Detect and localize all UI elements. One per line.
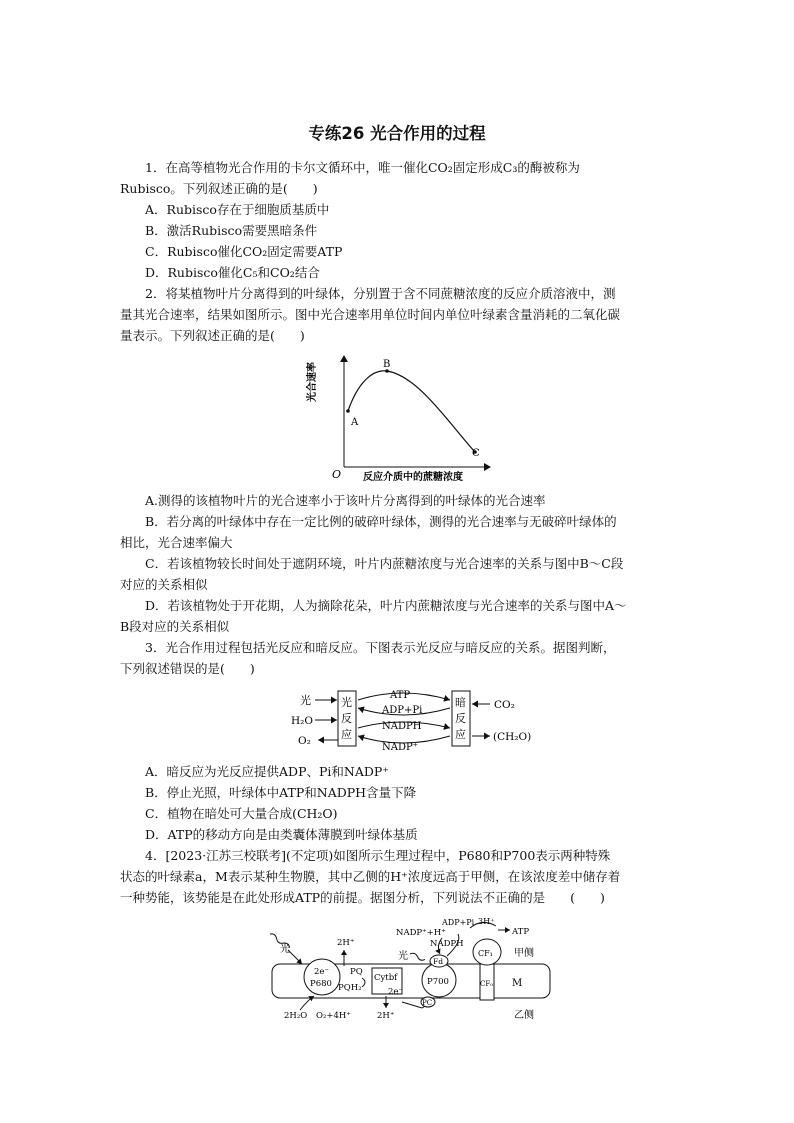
q3-option-a: A．暗反应为光反应提供ADP、Pi和NADP⁺ xyxy=(145,764,389,779)
q1-stem-line1: 1．在高等植物光合作用的卡尔文循环中，唯一催化CO₂固定形成C₃的酶被称为 xyxy=(145,160,580,175)
q4-light2-label: 光 xyxy=(398,951,408,962)
q2-option-a: A.测得的该植物叶片的光合速率小于该叶片分离得到的叶绿体的光合速率 xyxy=(145,493,546,508)
q4-atp-label: ATP xyxy=(512,927,530,937)
q3-stem-line1: 3．光合作用过程包括光反应和暗反应。下图表示光反应与暗反应的关系。据图判断， xyxy=(145,640,616,655)
q3-nadph-label: NADPH xyxy=(382,721,422,732)
q2-option-d-line1: D．若该植物处于开花期，人为摘除花朵，叶片内蔗糖浓度与光合速率的关系与图中A～ xyxy=(145,598,627,613)
chart-y-label: 光合速率 xyxy=(307,362,318,402)
q4-h3-label: 3H⁺ xyxy=(478,917,495,926)
q4-pq-label: PQ xyxy=(350,967,363,977)
q2-stem-line2: 量其光合速率，结果如图所示。图中光合速率用单位时间内单位叶绿素含量消耗的二氧化碳 xyxy=(120,307,621,322)
q3-option-b: B．停止光照，叶绿体中ATP和NADPH含量下降 xyxy=(145,785,417,800)
q3-stem-line2: 下列叙述错误的是( ) xyxy=(120,661,255,676)
q3-lr-char-1: 光 xyxy=(341,696,352,709)
q3-h2o-label: H₂O xyxy=(291,715,313,727)
q1-stem-line2: Rubisco。下列叙述正确的是( ) xyxy=(120,181,318,196)
q4-cf1-label: CF₁ xyxy=(478,949,493,958)
q2-option-b-line1: B．若分离的叶绿体中存在一定比例的破碎叶绿体，测得的光合速率与无破碎叶绿体的 xyxy=(145,514,617,529)
q3-co2-label: CO₂ xyxy=(494,699,515,711)
q3-lr-char-2: 反 xyxy=(341,712,352,725)
q4-side-b-label: 乙侧 xyxy=(514,1010,534,1021)
q1-option-b: B．激活Rubisco需要黑暗条件 xyxy=(145,223,318,238)
q2-option-b-line2: 相比，光合速率偏大 xyxy=(120,535,233,550)
q4-fd-label: Fd xyxy=(433,957,444,966)
q4-nadph-h-label: NADP⁺+H⁺ xyxy=(396,928,446,938)
q2-chart xyxy=(307,352,498,487)
q4-adp-label: ADP+Pi xyxy=(442,918,475,927)
q4-e2-label: 2e⁻ xyxy=(388,987,403,997)
q3-atp-label: ATP xyxy=(390,690,411,701)
q4-stem-line3: 一种势能，该势能是在此处形成ATP的前提。据图分析，下列说法不正确的是 ( ) xyxy=(120,890,605,905)
q3-nadp-label: NADP⁺ xyxy=(382,742,418,753)
q4-e1-label: 2e⁻ xyxy=(314,967,329,977)
q4-stem-line2: 状态的叶绿素a，M表示某种生物膜，其中乙侧的H⁺浓度远高于甲侧，在该浓度差中储存着 xyxy=(120,869,621,884)
chart-point-a xyxy=(346,409,350,413)
q3-diagram xyxy=(282,686,542,758)
q4-p680-label: P680 xyxy=(310,979,332,989)
q3-light-label: 光 xyxy=(300,694,311,707)
q4-o2h-label: O₂+4H⁺ xyxy=(316,1011,351,1021)
q3-lr-char-3: 应 xyxy=(341,728,352,741)
q3-o2-label: O₂ xyxy=(298,735,311,747)
q4-h-top1-label: 2H⁺ xyxy=(337,938,355,948)
page-title: 专练26 光合作用的过程 xyxy=(308,124,486,143)
q4-nadph-label: NADPH xyxy=(430,939,464,949)
q2-stem-line1: 2．将某植物叶片分离得到的叶绿体，分别置于含不同蔗糖浓度的反应介质溶液中，测 xyxy=(145,286,616,301)
q4-m-label: M xyxy=(512,978,523,989)
q1-option-d: D．Rubisco催化C₅和CO₂结合 xyxy=(145,265,320,280)
q4-side-a-label: 甲侧 xyxy=(514,948,534,959)
q3-dr-char-1: 暗 xyxy=(455,696,466,709)
q2-option-c-line2: 对应的关系相似 xyxy=(120,577,208,592)
q4-h2o-label: 2H₂O xyxy=(284,1011,308,1021)
q4-diagram xyxy=(262,914,562,1024)
chart-curve xyxy=(348,371,475,452)
q2-option-d-line2: B段对应的关系相似 xyxy=(120,619,230,634)
q1-option-a: A．Rubisco存在于细胞质基质中 xyxy=(145,202,330,217)
q4-pqh2-label: PQH₂ xyxy=(338,983,362,993)
q3-ch2o-label: (CH₂O) xyxy=(493,731,532,743)
chart-label-b: B xyxy=(383,359,391,370)
chart-x-label: 反应介质中的蔗糖浓度 xyxy=(363,472,463,483)
q4-p700-label: P700 xyxy=(427,977,449,987)
q3-dr-char-3: 应 xyxy=(455,728,466,741)
chart-label-a: A xyxy=(351,417,359,428)
q3-option-c: C．植物在暗处可大量合成(CH₂O) xyxy=(145,806,338,821)
q4-cytbf-label: Cytbf xyxy=(374,973,398,983)
q4-h-bottom-label: 2H⁺ xyxy=(377,1011,395,1021)
q4-p680-complex xyxy=(304,959,340,995)
q4-stem-line1: 4．[2023·江苏三校联考](不定项)如图所示生理过程中，P680和P700表示两种特殊 xyxy=(145,848,611,863)
q4-cf0-label: CF₀ xyxy=(480,980,494,988)
chart-origin: O xyxy=(332,468,342,481)
q4-pc-label: PC xyxy=(422,999,433,1007)
q1-option-c: C．Rubisco催化CO₂固定需要ATP xyxy=(145,244,343,259)
q2-stem-line3: 量表示。下列叙述正确的是( ) xyxy=(120,328,305,343)
q4-light1-label: 光 xyxy=(280,944,290,955)
q3-adp-label: ADP+Pi xyxy=(382,705,423,716)
q3-dr-char-2: 反 xyxy=(455,712,466,725)
q3-option-d: D．ATP的移动方向是由类囊体薄膜到叶绿体基质 xyxy=(145,827,418,842)
chart-label-c: C xyxy=(472,448,480,459)
q2-option-c-line1: C．若该植物较长时间处于遮阴环境，叶片内蔗糖浓度与光合速率的关系与图中B～C段 xyxy=(145,556,624,571)
